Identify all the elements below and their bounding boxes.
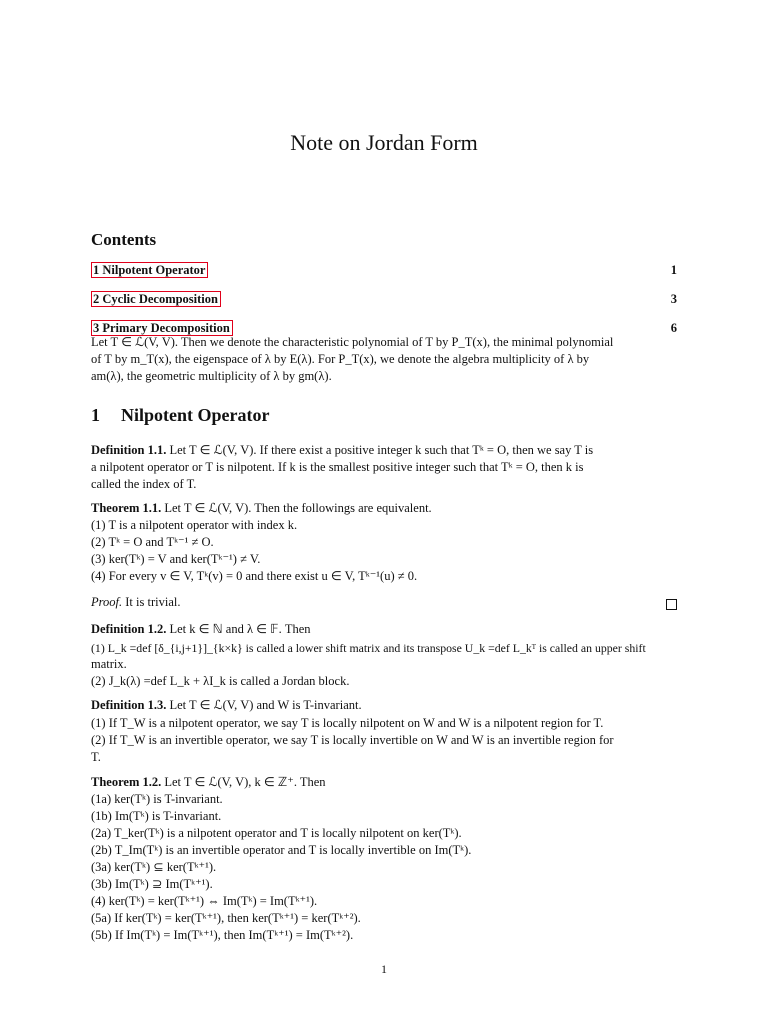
theorem-item: (2b) T_Im(Tᵏ) is an invertible operator and T is locally invertible on Im(Tᵏ). (91, 843, 472, 857)
toc-link[interactable]: 1 Nilpotent Operator (91, 262, 208, 278)
theorem-item: (3a) ker(Tᵏ) ⊆ ker(Tᵏ⁺¹). (91, 860, 217, 874)
definition-1-1 (91, 442, 677, 459)
theorem-item: (5a) If ker(Tᵏ) = ker(Tᵏ⁺¹), then ker(Tᵏ⁺¹) = ker(Tᵏ⁺²). (91, 911, 361, 925)
theorem-item: (1a) ker(Tᵏ) is T-invariant. (91, 792, 223, 806)
definition-text: Let k ∈ ℕ and λ ∈ 𝔽. Then (169, 622, 311, 636)
definition-label: Definition 1.2. (91, 622, 167, 636)
theorem-label: Theorem 1.1. (91, 501, 162, 515)
definition-text: Let T ∈ ℒ(V, V) and W is T-invariant. (169, 698, 362, 712)
theorem-text: Let T ∈ ℒ(V, V). Then the followings are equivalent. (164, 501, 432, 515)
toc-entry-cyclic-decomposition[interactable] (91, 291, 677, 307)
intro-line: Let T ∈ ℒ(V, V). Then we denote the characteristic polynomial of T by P_T(x), the minimal polynomial (91, 335, 614, 349)
proof (91, 594, 677, 611)
toc-link[interactable]: 3 Primary Decomposition (91, 320, 233, 336)
proof-text: It is trivial. (125, 595, 181, 609)
definition-item: matrix. (91, 657, 127, 671)
definition-1-3 (91, 697, 677, 714)
theorem-item: (5b) If Im(Tᵏ) = Im(Tᵏ⁺¹), then Im(Tᵏ⁺¹) = Im(Tᵏ⁺²). (91, 928, 354, 942)
theorem-item: (4) ker(Tᵏ) = ker(Tᵏ⁺¹) ⇔ Im(Tᵏ) = Im(Tᵏ⁺¹). (91, 894, 318, 908)
proof-label: Proof. (91, 595, 123, 609)
toc-link[interactable]: 2 Cyclic Decomposition (91, 291, 221, 307)
definition-line: called the index of T. (91, 477, 197, 491)
theorem-1-2 (91, 774, 677, 791)
definition-line: a nilpotent operator or T is nilpotent. If k is the smallest positive integer such that Tᵏ = O, then k is (91, 460, 584, 474)
section-number: 1 (91, 405, 100, 425)
definition-item: (1) L_k =def [δ_{i,j+1}]_{k×k} is called a lower shift matrix and its transpose U_k =def L_kᵀ is called an upper shift (91, 641, 646, 655)
page-number: 1 (381, 962, 387, 976)
theorem-label: Theorem 1.2. (91, 775, 162, 789)
theorem-item: (3) ker(Tᵏ) = V and ker(Tᵏ⁻¹) ≠ V. (91, 552, 261, 566)
toc-page-number: 6 (670, 321, 677, 335)
definition-item: (1) If T_W is a nilpotent operator, we say T is locally nilpotent on W and W is a nilpotent region for T. (91, 716, 604, 730)
qed-box-icon (666, 599, 677, 610)
toc-entry-nilpotent-operator[interactable] (91, 262, 677, 278)
theorem-item: (2) Tᵏ = O and Tᵏ⁻¹ ≠ O. (91, 535, 214, 549)
contents-heading: Contents (91, 230, 157, 249)
theorem-item: (2a) T_ker(Tᵏ) is a nilpotent operator and T is locally nilpotent on ker(Tᵏ). (91, 826, 462, 840)
theorem-item: (4) For every v ∈ V, Tᵏ(v) = 0 and there exist u ∈ V, Tᵏ⁻¹(u) ≠ 0. (91, 569, 418, 583)
theorem-text: Let T ∈ ℒ(V, V), k ∈ ℤ⁺. Then (164, 775, 326, 789)
definition-item: (2) If T_W is an invertible operator, we say T is locally invertible on W and W is an invertible region for (91, 733, 614, 747)
section-heading (91, 405, 269, 426)
definition-text: Let T ∈ ℒ(V, V). If there exist a positive integer k such that Tᵏ = O, then we say T is (169, 443, 594, 457)
toc-page-number: 3 (670, 292, 677, 306)
theorem-item: (1) T is a nilpotent operator with index k. (91, 518, 298, 532)
definition-item: T. (91, 750, 101, 764)
definition-item: (2) J_k(λ) =def L_k + λI_k is called a Jordan block. (91, 674, 350, 688)
theorem-1-1 (91, 500, 677, 517)
definition-1-2 (91, 621, 677, 638)
definition-label: Definition 1.1. (91, 443, 167, 457)
intro-line: of T by m_T(x), the eigenspace of λ by E(λ). For P_T(x), we denote the algebra multiplicity of λ by (91, 352, 590, 366)
section-title: Nilpotent Operator (121, 405, 270, 425)
intro-line: am(λ), the geometric multiplicity of λ by gm(λ). (91, 369, 332, 383)
document-title: Note on Jordan Form (290, 130, 478, 155)
definition-label: Definition 1.3. (91, 698, 167, 712)
theorem-item: (3b) Im(Tᵏ) ⊇ Im(Tᵏ⁺¹). (91, 877, 213, 891)
toc-page-number: 1 (670, 263, 677, 277)
theorem-item: (1b) Im(Tᵏ) is T-invariant. (91, 809, 222, 823)
